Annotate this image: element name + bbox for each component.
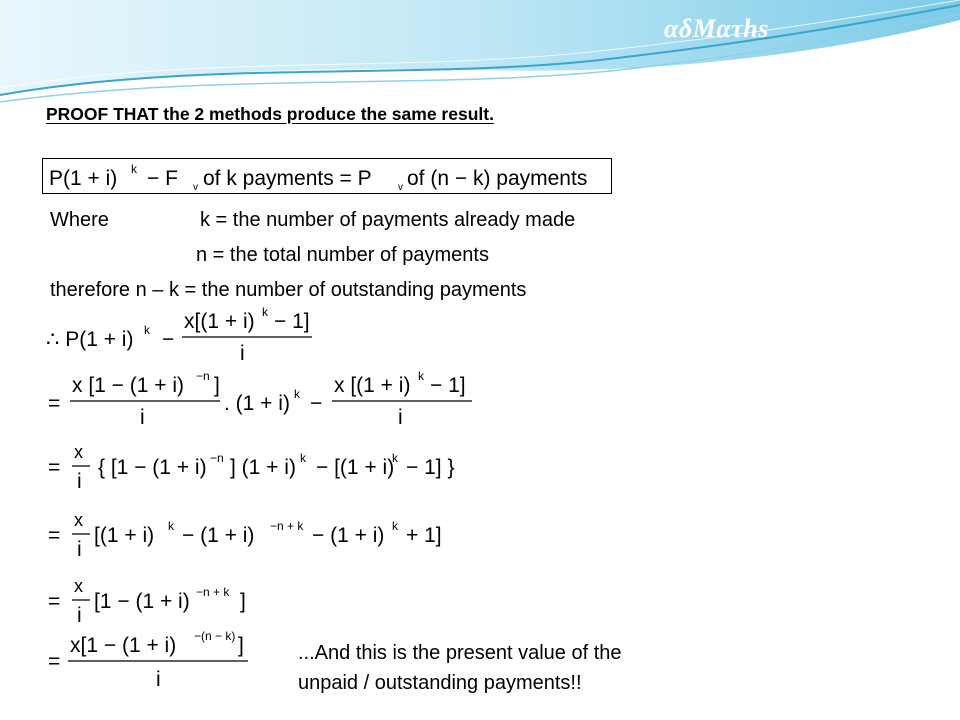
s6-num-tail: ]: [238, 634, 244, 657]
eq-mid-text: of k payments = P: [203, 167, 372, 190]
s1-den: i: [240, 342, 245, 365]
s3-sup1: −n: [210, 451, 224, 465]
eq-v-sub2: v: [398, 182, 403, 193]
s1-sup: k: [144, 323, 150, 337]
s5-body2: ]: [240, 590, 246, 613]
s1-num: x[(1 + i): [184, 310, 255, 333]
definition-k: k = the number of payments already made: [200, 209, 576, 231]
s5-num: x: [74, 576, 83, 596]
s4-body4: + 1]: [406, 524, 442, 547]
s5-eq: =: [48, 590, 61, 613]
s5-body: [1 − (1 + i): [94, 590, 190, 613]
s4-sup2: −n + k: [270, 519, 304, 533]
conclusion-line-1: ...And this is the present value of the: [298, 642, 622, 664]
s3-num: x: [74, 442, 83, 462]
s4-sup3: k: [392, 519, 398, 533]
s1-num-tail: − 1]: [274, 310, 310, 333]
definition-therefore: therefore n – k = the number of outstanding payments: [50, 279, 527, 301]
eq-v-sub: v: [193, 182, 198, 193]
header-wave-decoration: [0, 0, 960, 120]
s1-minus: −: [162, 328, 175, 351]
s2-num2: x [(1 + i): [334, 374, 411, 397]
s2-eq: =: [48, 392, 61, 415]
math-step-4: [44, 504, 464, 566]
s6-den: i: [156, 668, 161, 691]
eq-left-p: P(1 + i): [49, 167, 118, 190]
math-step-2: [44, 370, 484, 432]
s2-num1: x [1 − (1 + i): [72, 374, 185, 397]
eq-end-text: of (n − k) payments: [407, 167, 588, 190]
s4-body2: − (1 + i): [182, 524, 255, 547]
s2-den1: i: [140, 406, 145, 429]
math-step-1: [44, 306, 344, 368]
conclusion-line-2: unpaid / outstanding payments!!: [298, 672, 582, 694]
s2-minus: −: [310, 392, 323, 415]
s5-den: i: [77, 604, 82, 627]
s6-num: x[1 − (1 + i): [70, 634, 177, 657]
s4-sup1: k: [168, 519, 174, 533]
eq-k-sup: k: [131, 162, 137, 176]
s3-body2: ] (1 + i): [230, 456, 296, 479]
s2-mid-sup: k: [294, 387, 300, 401]
s3-sup2: k: [300, 451, 306, 465]
boxed-equation: [42, 158, 612, 194]
math-step-5: [44, 570, 304, 632]
where-label: Where: [50, 209, 109, 231]
s1-lead: ∴ P(1 + i): [46, 328, 134, 351]
s2-num2-tail: − 1]: [430, 374, 466, 397]
s5-sup1: −n + k: [196, 585, 230, 599]
s6-eq: =: [48, 650, 61, 673]
s4-num: x: [74, 510, 83, 530]
s3-den: i: [77, 470, 82, 493]
logo: αδMατhs: [664, 14, 769, 43]
s2-num2-sup: k: [418, 370, 424, 383]
eq-minus-f: − F: [147, 167, 178, 190]
s4-body: [(1 + i): [94, 524, 155, 547]
s4-den: i: [77, 538, 82, 561]
s6-num-sup: −(n − k): [194, 630, 236, 643]
s2-den2: i: [398, 406, 403, 429]
s3-eq: =: [48, 456, 61, 479]
s3-body4: − 1] }: [406, 456, 455, 479]
s3-body: { [1 − (1 + i): [98, 456, 207, 479]
s2-num1-tail: ]: [214, 374, 220, 397]
math-step-6: [44, 630, 284, 692]
s3-body3: − [(1 + i): [316, 456, 395, 479]
s4-body3: − (1 + i): [312, 524, 385, 547]
s4-eq: =: [48, 524, 61, 547]
math-step-3: [44, 436, 494, 498]
definition-n: n = the total number of payments: [196, 244, 489, 266]
boxed-equation-svg: [43, 159, 613, 195]
s1-num-sup: k: [262, 306, 268, 319]
page-title: PROOF THAT the 2 methods produce the same result.: [46, 104, 494, 124]
s2-mid: . (1 + i): [224, 392, 290, 415]
s3-sup3: k: [392, 451, 398, 465]
s2-num1-sup: −n: [196, 370, 210, 383]
